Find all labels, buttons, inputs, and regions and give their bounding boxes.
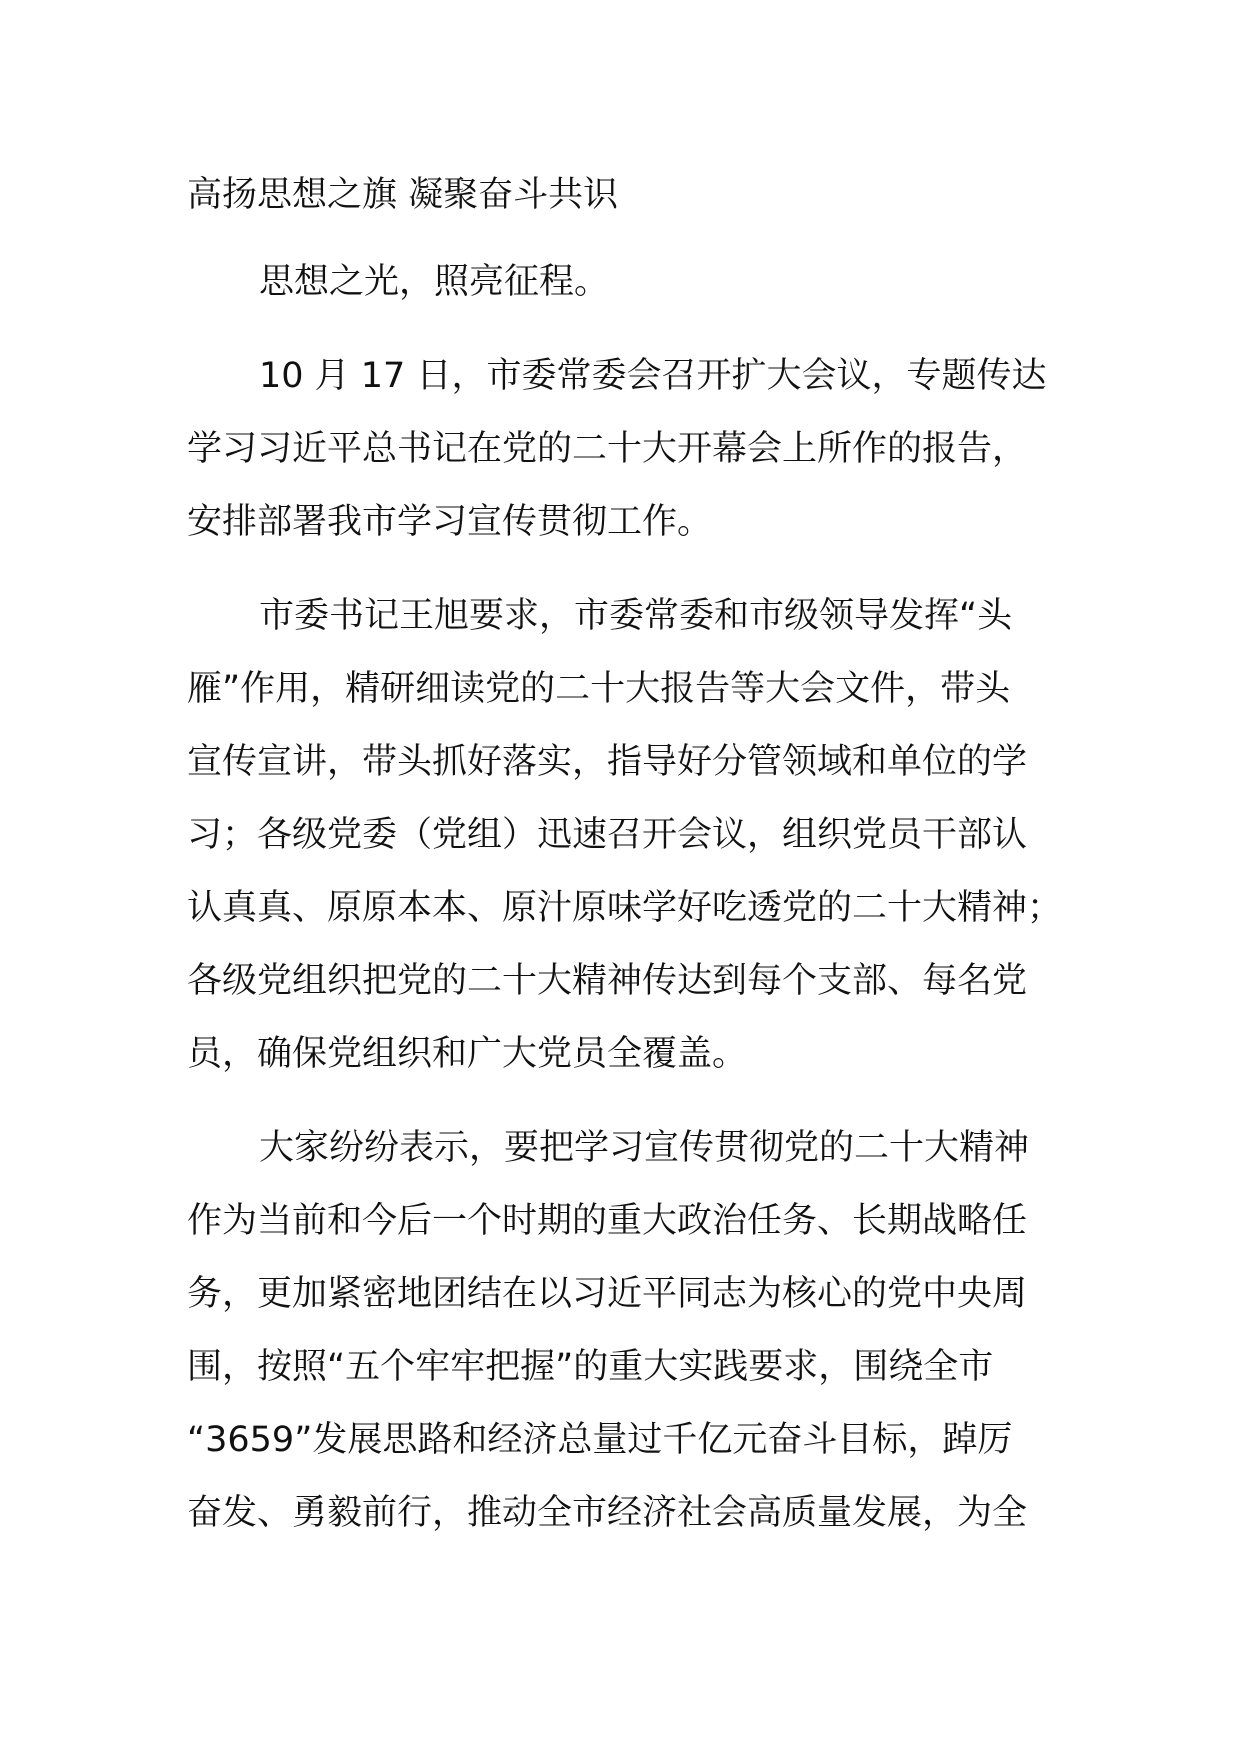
paragraph-line: 安排部署我市学习宣传贯彻工作。 [187, 502, 713, 542]
paragraph-line: 思想之光，照亮征程。 [259, 262, 610, 302]
paragraph-line: 各级党组织把党的二十大精神传达到每个支部、每名党 [187, 961, 1028, 1001]
paragraph [187, 580, 1087, 1091]
paragraph-line: “3659”发展思路和经济总量过千亿元奋斗目标，踔厉 [187, 1420, 1013, 1460]
paragraph-line: 围，按照“五个牢牢把握”的重大实践要求，围绕全市 [187, 1347, 994, 1387]
paragraph-line: 雁”作用，精研细读党的二十大报告等大会文件，带头 [187, 669, 1011, 709]
paragraph-line: 作为当前和今后一个时期的重大政治任务、长期战略任 [187, 1201, 1028, 1241]
document-body [187, 164, 1087, 1571]
paragraph-line: 学习习近平总书记在党的二十大开幕会上所作的报告， [187, 429, 1028, 469]
paragraph-line: 10 月 17 日，市委常委会召开扩大会议，专题传达 [259, 356, 1047, 396]
paragraph-line: 市委书记王旭要求，市委常委和市级领导发挥“头 [259, 596, 1013, 636]
paragraph-line: 宣传宣讲，带头抓好落实，指导好分管领域和单位的学 [187, 742, 1028, 782]
paragraph [187, 340, 1087, 559]
paragraph-line: 奋发、勇毅前行，推动全市经济社会高质量发展，为全 [187, 1493, 1028, 1533]
document-title: 高扬思想之旗 凝聚奋斗共识 [187, 175, 619, 215]
paragraph [187, 246, 1087, 319]
paragraph-line: 员，确保党组织和广大党员全覆盖。 [187, 1034, 748, 1074]
paragraph-line: 大家纷纷表示，要把学习宣传贯彻党的二十大精神 [259, 1128, 1030, 1168]
paragraph-line: 习；各级党委（党组）迅速召开会议，组织党员干部认 [187, 815, 1028, 855]
paragraph-line: 认真真、原原本本、原汁原味学好吃透党的二十大精神； [187, 888, 1063, 928]
paragraph-line: 务，更加紧密地团结在以习近平同志为核心的党中央周 [187, 1274, 1028, 1314]
paragraph [187, 1112, 1087, 1550]
